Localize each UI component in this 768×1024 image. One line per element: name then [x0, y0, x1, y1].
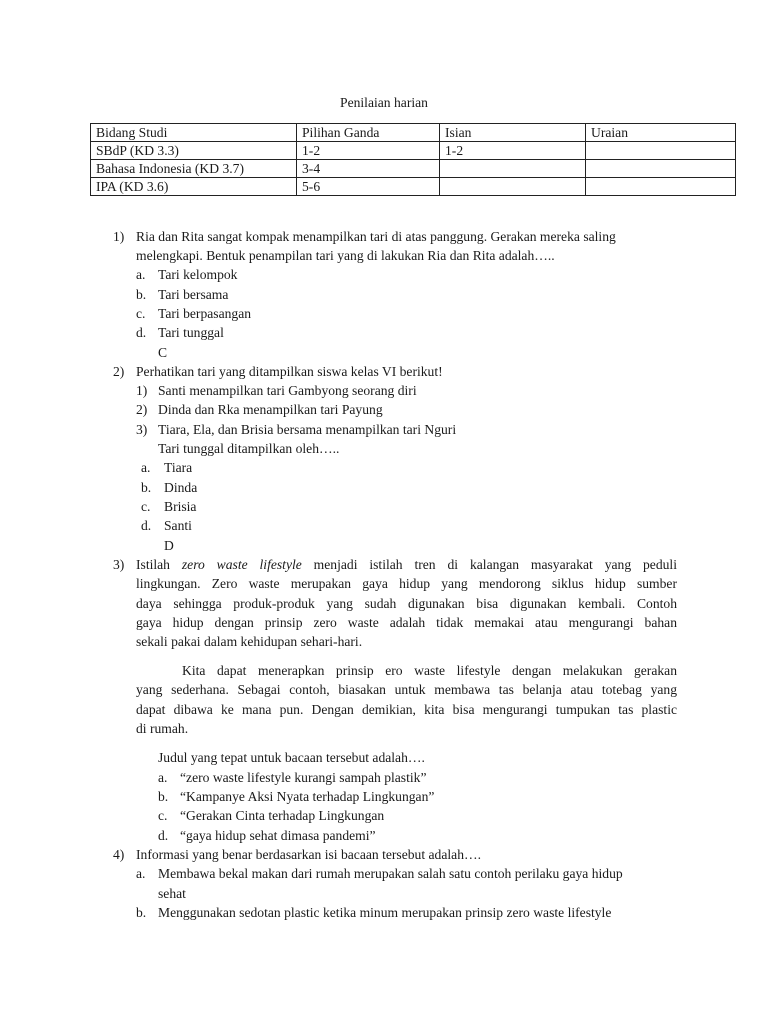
table-header-cell: Uraian	[586, 124, 736, 142]
question-number: 2)	[113, 364, 125, 379]
option-text: “gaya hidup sehat dimasa pandemi”	[180, 828, 376, 843]
answer-key: C	[158, 345, 168, 360]
option-text: “zero waste lifestyle kurangi sampah plastik”	[180, 770, 427, 785]
table-cell: IPA (KD 3.6)	[91, 178, 297, 196]
option-letter: d.	[158, 828, 169, 843]
answer-key: D	[164, 538, 174, 553]
passage-line: yang sederhana. Sebagai contoh, biasakan untuk membawa tas belanja atau totebag yang	[136, 682, 677, 697]
option-text: Tari tunggal	[158, 325, 224, 340]
list-item-number: 3)	[136, 422, 148, 437]
option-text: Santi	[164, 518, 192, 533]
passage-line: di rumah.	[136, 721, 189, 736]
option-letter: c.	[141, 499, 151, 514]
table-cell	[440, 160, 586, 178]
table-row	[91, 160, 736, 178]
list-item: Tiara, Ela, dan Brisia bersama menampilkan tari Nguri	[158, 422, 457, 437]
question-number: 3)	[113, 557, 125, 572]
question-text: Tari tunggal ditampilkan oleh…..	[158, 441, 340, 456]
option-letter: a.	[136, 267, 146, 282]
option-letter: b.	[141, 480, 152, 495]
option-text: Tari bersama	[158, 287, 229, 302]
option-text: “Gerakan Cinta terhadap Lingkungan	[180, 808, 385, 823]
option-text: Menggunakan sedotan plastic ketika minum merupakan prinsip zero waste lifestyle	[158, 905, 612, 920]
passage-text: Istilah	[136, 557, 182, 572]
option-letter: c.	[158, 808, 168, 823]
table-cell	[440, 178, 586, 196]
table-row	[91, 142, 736, 160]
table-header-row	[91, 124, 736, 142]
passage-line	[136, 555, 677, 574]
question-text: Judul yang tepat untuk bacaan tersebut adalah….	[158, 750, 425, 765]
option-letter: d.	[141, 518, 152, 533]
list-item: Dinda dan Rka menampilkan tari Payung	[158, 402, 383, 417]
option-text: Tari kelompok	[158, 267, 238, 282]
list-item-number: 2)	[136, 402, 148, 417]
option-letter: b.	[136, 905, 147, 920]
table-cell	[586, 142, 736, 160]
table-row	[91, 178, 736, 196]
passage-line: Kita dapat menerapkan prinsip ero waste lifestyle dengan melakukan gerakan	[182, 663, 677, 678]
passage-italic-term: zero waste lifestyle	[181, 557, 302, 572]
option-text: “Kampanye Aksi Nyata terhadap Lingkungan”	[180, 789, 435, 804]
option-text: sehat	[158, 886, 186, 901]
table-cell: Bahasa Indonesia (KD 3.7)	[91, 160, 297, 178]
option-text: Tiara	[164, 460, 193, 475]
assessment-table	[90, 123, 736, 196]
table-header-cell: Bidang Studi	[91, 124, 297, 142]
table-header-cell: Isian	[440, 124, 586, 142]
page-title: Penilaian harian	[340, 95, 428, 110]
table-cell: 3-4	[297, 160, 440, 178]
option-text: Membawa bekal makan dari rumah merupakan salah satu contoh perilaku gaya hidup	[158, 866, 623, 881]
option-text: Brisia	[164, 499, 197, 514]
table-cell: 1-2	[440, 142, 586, 160]
question-number: 1)	[113, 229, 125, 244]
option-letter: b.	[158, 789, 169, 804]
list-item: Santi menampilkan tari Gambyong seorang diri	[158, 383, 417, 398]
passage-line: dapat dibawa ke mana pun. Dengan demikian, kita bisa mengurangi tumpukan tas plastic	[136, 702, 677, 717]
question-text: Informasi yang benar berdasarkan isi bacaan tersebut adalah….	[136, 847, 481, 862]
table-cell: 5-6	[297, 178, 440, 196]
table-cell	[586, 178, 736, 196]
table-cell	[586, 160, 736, 178]
passage-line: gaya hidup dengan prinsip zero waste adalah tidak memakai atau mengurangi bahan	[136, 615, 677, 630]
question-text: melengkapi. Bentuk penampilan tari yang di lakukan Ria dan Rita adalah…..	[136, 248, 555, 263]
table-cell: 1-2	[297, 142, 440, 160]
passage-line: lingkungan. Zero waste merupakan gaya hidup yang mendorong siklus hidup sumber	[136, 576, 677, 591]
option-letter: d.	[136, 325, 147, 340]
question-number: 4)	[113, 847, 125, 862]
option-text: Dinda	[164, 480, 198, 495]
table-cell: SBdP (KD 3.3)	[91, 142, 297, 160]
option-letter: a.	[158, 770, 168, 785]
list-item-number: 1)	[136, 383, 148, 398]
passage-line: daya sehingga produk-produk yang sudah digunakan bisa digunakan kembali. Contoh	[136, 596, 677, 611]
table-header-cell: Pilihan Ganda	[297, 124, 440, 142]
question-text: Perhatikan tari yang ditampilkan siswa kelas VI berikut!	[136, 364, 443, 379]
option-text: Tari berpasangan	[158, 306, 252, 321]
option-letter: c.	[136, 306, 146, 321]
question-text: Ria dan Rita sangat kompak menampilkan tari di atas panggung. Gerakan mereka saling	[136, 229, 616, 244]
passage-text: menjadi istilah tren di kalangan masyarakat yang peduli	[301, 557, 677, 572]
option-letter: a.	[136, 866, 146, 881]
passage-line: sekali pakai dalam kehidupan sehari-hari.	[136, 634, 363, 649]
option-letter: b.	[136, 287, 147, 302]
option-letter: a.	[141, 460, 151, 475]
